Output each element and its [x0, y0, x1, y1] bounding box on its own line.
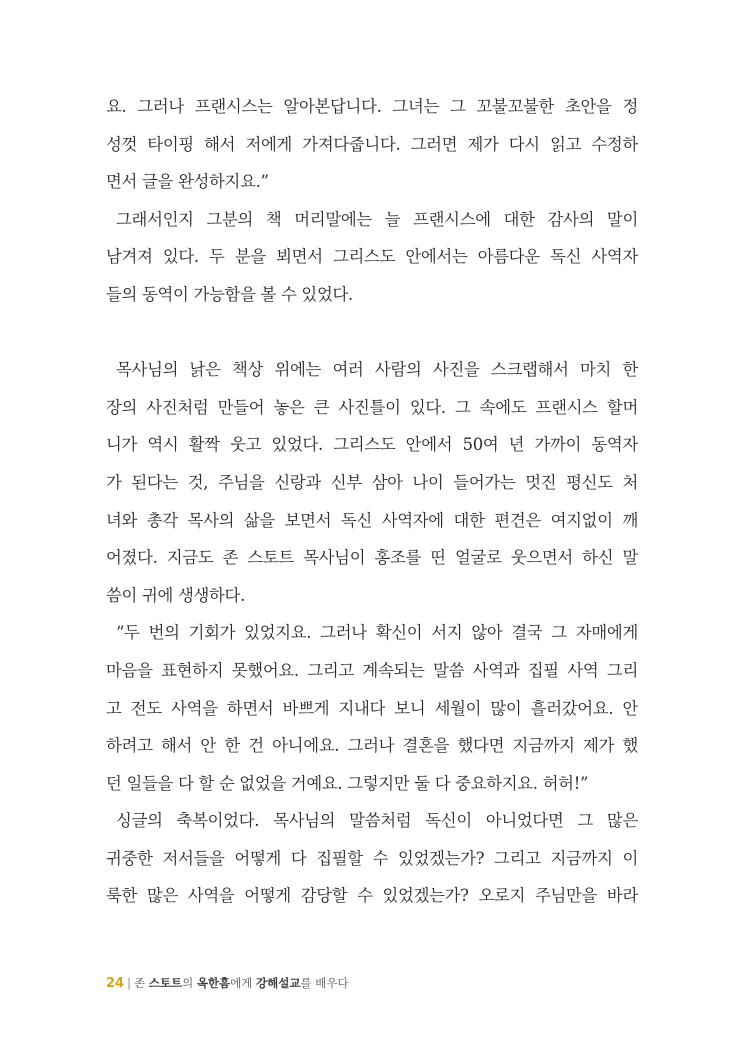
text-line: 마음을 표현하지 못했어요. 그리고 계속되는 말씀 사역과 집필 사역 그리 [106, 660, 638, 680]
text-line: 들의 동역이 가능함을 볼 수 있었다. [106, 284, 353, 304]
text-line: 그래서인지 그분의 책 머리말에는 늘 프랜시스에 대한 감사의 말이 [116, 209, 638, 229]
text-line: 던 일들을 다 할 순 없었을 거예요. 그렇지만 둘 다 중요하지요. 허허!” [106, 773, 589, 793]
footer-separator: | [127, 976, 131, 990]
book-title-part: 옥한흠 [196, 976, 231, 990]
book-title-part: 강해설교 [256, 976, 301, 990]
text-line: 하려고 해서 안 한 건 아니에요. 그러나 결혼을 했다면 지금까지 제가 했 [106, 736, 638, 756]
book-title-part: 에게 [230, 976, 257, 990]
text-line: “두 번의 기회가 있었지요. 그러나 확신이 서지 않아 결국 그 자매에게 [116, 623, 638, 643]
text-line: 고 전도 사역을 하면서 바쁘게 지내다 보니 세월이 많이 흘러갔어요. 안 [106, 698, 638, 718]
paragraph-gap [106, 314, 638, 352]
page-number: 24 [106, 976, 125, 991]
text-line: 어졌다. 지금도 존 스토트 목사님이 홍조를 띤 얼굴로 웃으면서 하신 말 [106, 548, 638, 568]
text-line: 씀이 귀에 생생하다. [106, 585, 245, 605]
page-footer [106, 975, 349, 991]
book-title-part: 를 배우다 [300, 976, 349, 990]
text-line: 남겨져 있다. 두 분을 뵈면서 그리스도 안에서는 아름다운 독신 사역자 [106, 247, 638, 267]
text-line: 싱글의 축복이었다. 목사님의 말씀처럼 독신이 아니었다면 그 많은 [116, 811, 638, 831]
text-line: 녀와 총각 목사의 삶을 보면서 독신 사역자에 대한 편견은 여지없이 깨 [106, 510, 638, 530]
text-line: 귀중한 저서들을 어떻게 다 집필할 수 있었겠는가? 그리고 지금까지 이 [106, 848, 638, 868]
text-line: 면서 글을 완성하지요.” [106, 172, 269, 192]
text-line: 요. 그러나 프랜시스는 알아본답니다. 그녀는 그 꼬불꼬불한 초안을 정 [106, 97, 638, 116]
book-title-part: 의 [182, 976, 197, 990]
book-title-part: 존 [133, 976, 149, 990]
body-text [106, 88, 638, 915]
text-line: 목사님의 낡은 책상 위에는 여러 사람의 사진을 스크랩해서 마치 한 [116, 360, 638, 380]
text-line: 가 된다는 것, 주님을 신랑과 신부 삼아 나이 들어가는 멋진 평신도 처 [106, 472, 638, 492]
text-line: 장의 사진처럼 만들어 놓은 큰 사진틀이 있다. 그 속에도 프랜시스 할머 [106, 397, 638, 417]
book-title-part: 스토트 [148, 976, 183, 990]
text-line: 성껏 타이핑 해서 저에게 가져다줍니다. 그러면 제가 다시 읽고 수정하 [106, 134, 638, 154]
text-line: 룩한 많은 사역을 어떻게 감당할 수 있었겠는가? 오로지 주님만을 바라 [106, 886, 638, 906]
text-line: 니가 역시 활짝 웃고 있었다. 그리스도 안에서 50여 년 가까이 동역자 [106, 435, 638, 455]
